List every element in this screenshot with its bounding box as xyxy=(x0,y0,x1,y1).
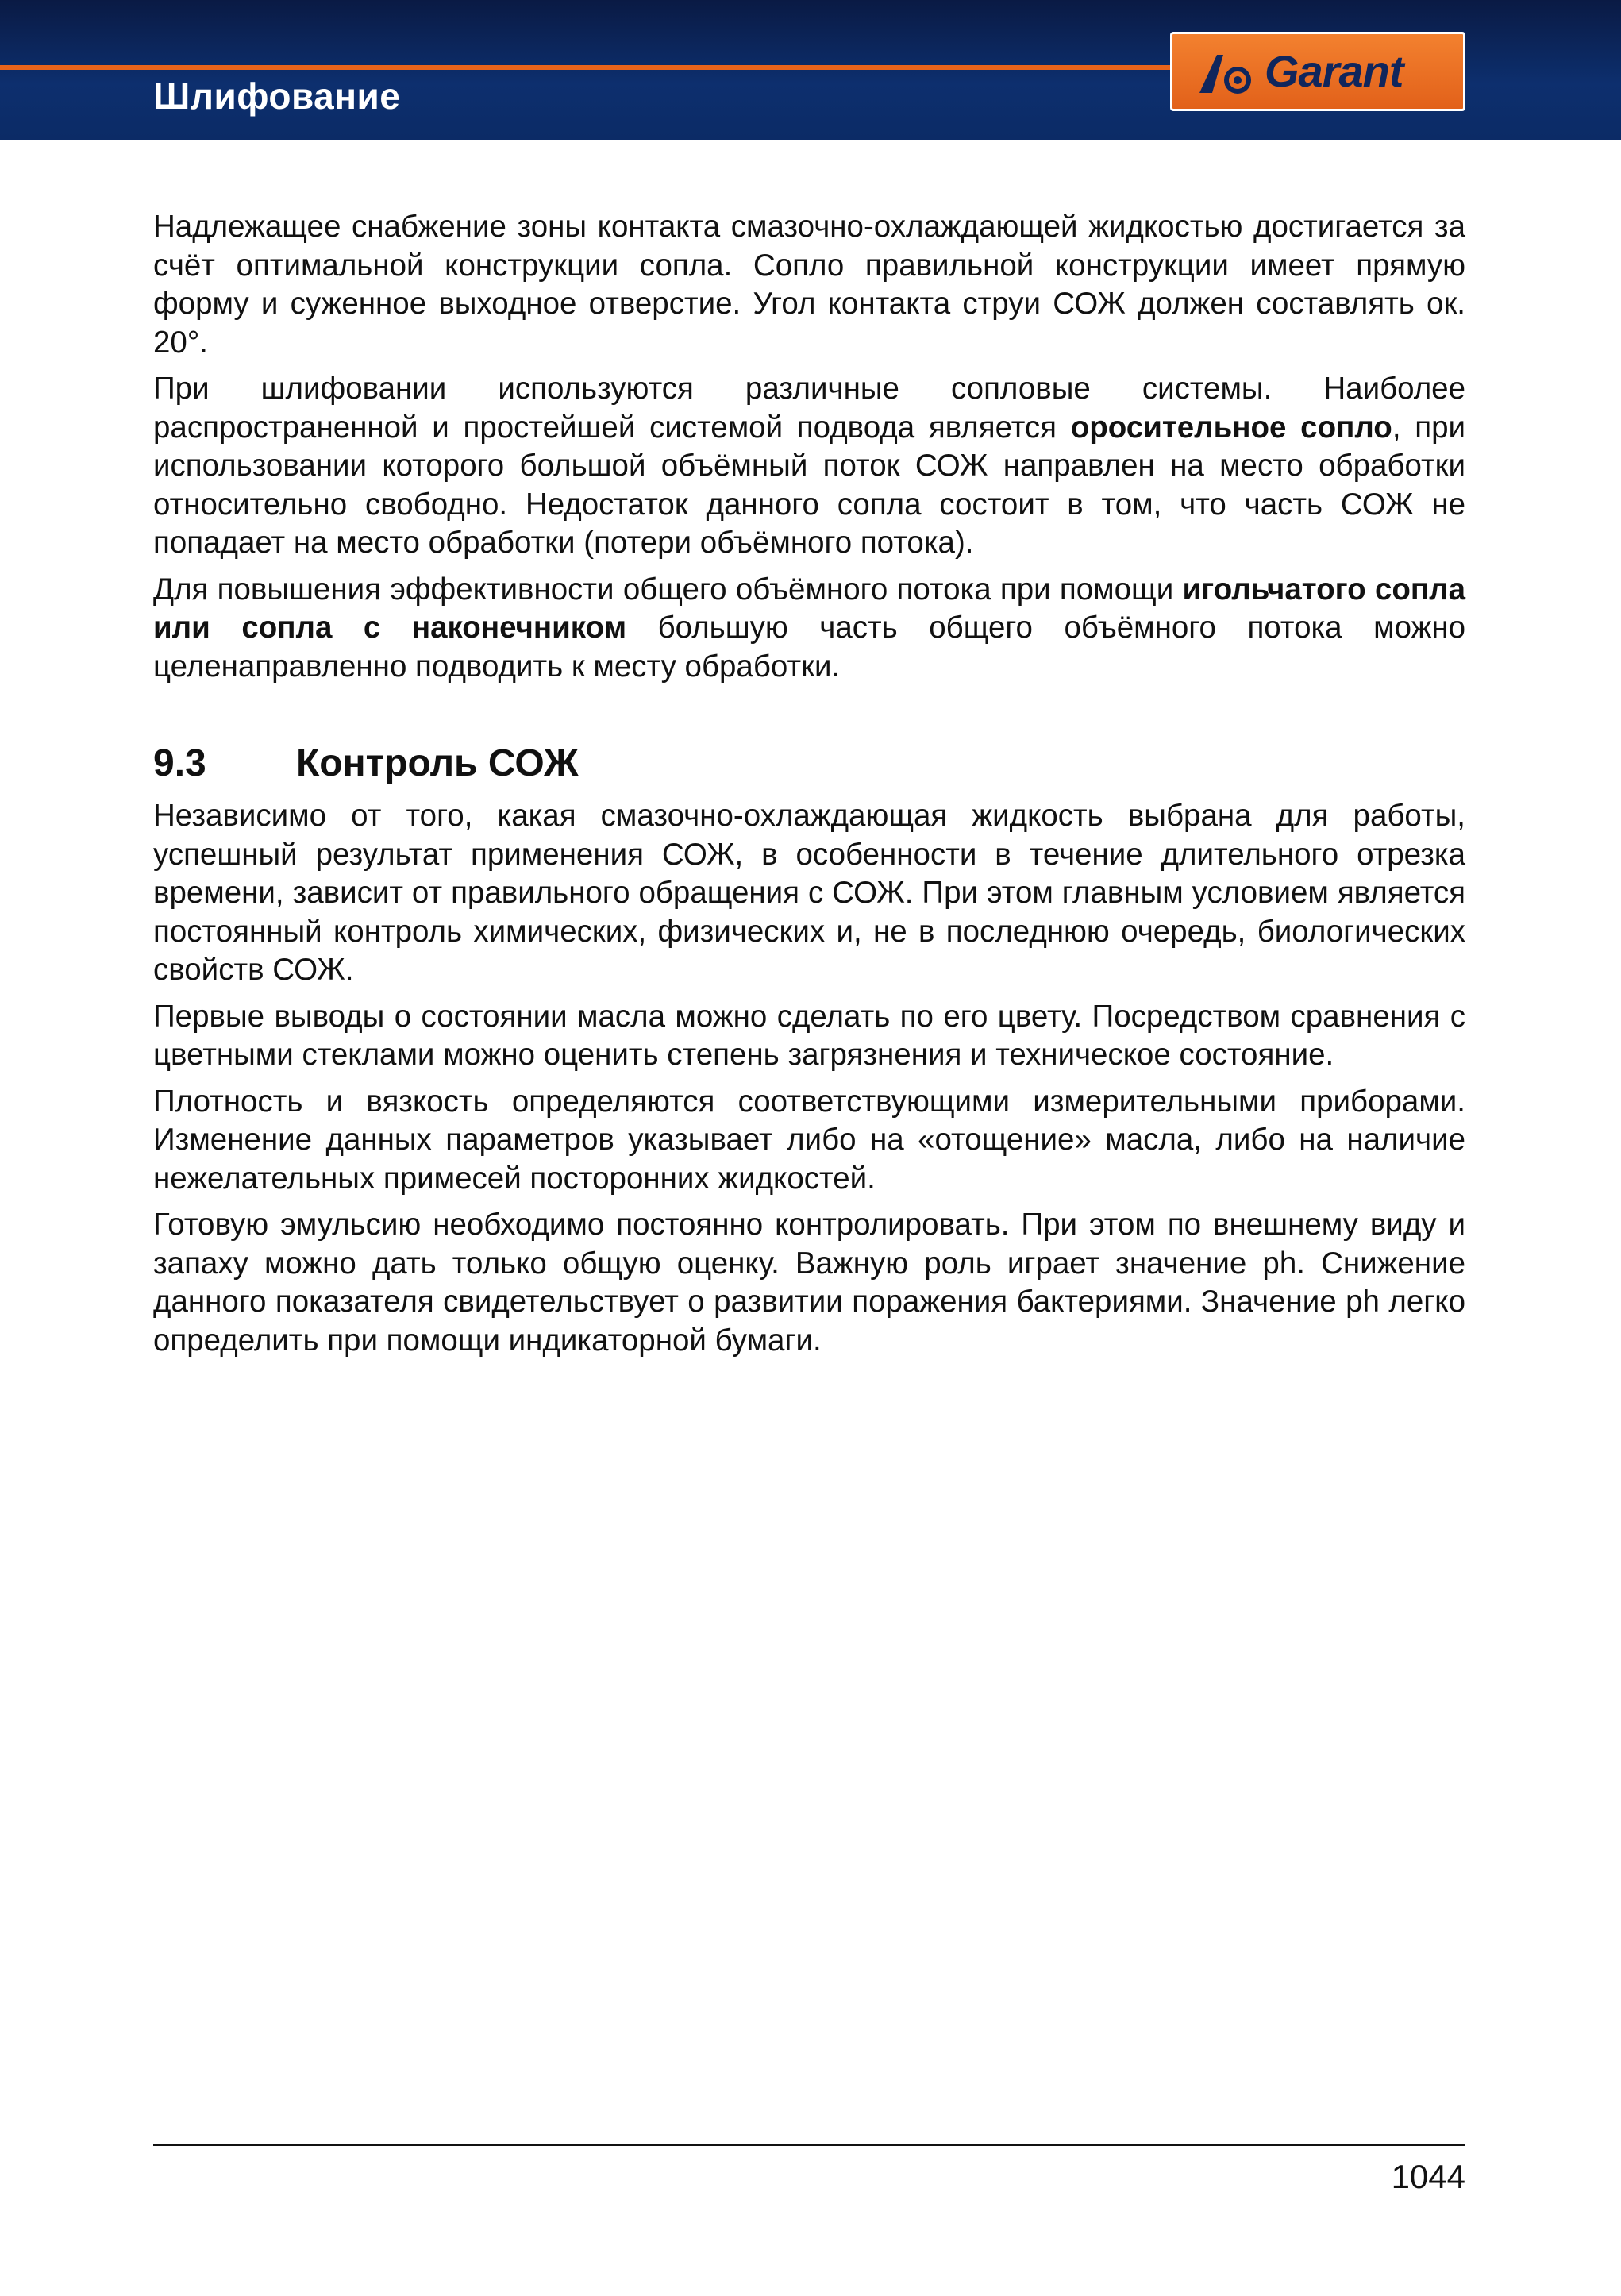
paragraph-text: При шлифовании используются различные сопловые системы. Наиболее распространенной и простейшей системой подвода является xyxy=(153,372,1465,445)
bold-term: игольчатого сопла или сопла с наконечником xyxy=(153,572,1466,645)
header-title: Шлифование xyxy=(153,75,401,117)
section-paragraph-4: Готовую эмульсию необходимо постоянно контролировать. При этом по внешнему виду и запаху можно дать только общую оценку. Важную роль играет значение ph. Снижение данного показателя свидетельствует о развитии поражения бактериями. Значение ph легко определить при помощи индикаторной бумаги. xyxy=(153,1208,1465,1358)
intro-paragraph-3 xyxy=(153,571,1465,687)
page-number: 1044 xyxy=(1391,2158,1465,2195)
intro-paragraph-1 xyxy=(153,208,1465,362)
section-number: 9.3 xyxy=(153,742,206,784)
bold-term: оросительное сопло xyxy=(1070,410,1392,445)
footer-divider xyxy=(153,2144,1465,2146)
paragraph-text: Надлежащее снабжение зоны контакта смазочно-охлаждающей жидкостью достигается за счёт оптимальной конструкции сопла. Сопло правильной конструкции имеет прямую форму и суженное выходное отверстие. Угол контакта струи СОЖ должен составлять ок. 20°. xyxy=(153,210,1465,360)
paragraph-text: Для повышения эффективности общего объёмного потока при помощи xyxy=(153,572,1183,607)
paragraph-text: , при использовании которого большой объёмный поток СОЖ направлен на место обработки относительно свободно. Недостаток данного сопла состоит в том, что часть СОЖ не попадает на место обработки (потери объёмного потока). xyxy=(153,410,1465,560)
logo-wordmark: Garant xyxy=(1265,46,1403,96)
section-heading xyxy=(153,742,1465,786)
header-accent-line xyxy=(0,65,1171,70)
page-content xyxy=(153,208,1465,1368)
section-paragraph-1: Независимо от того, какая смазочно-охлаждающая жидкость выбрана для работы, успешный результат применения СОЖ, в особенности в течение длительного отрезка времени, зависит от правильного обращения с СОЖ. При этом главным условием является постоянный контроль химических, физических и, не в последнюю очередь, биологических свойств СОЖ. xyxy=(153,799,1465,987)
section-paragraph-2: Первые выводы о состоянии масла можно сделать по его цвету. Посредством сравнения с цветными стеклами можно оценить степень загрязнения и техническое состояние. xyxy=(153,999,1465,1072)
page-header xyxy=(0,0,1621,140)
section-title: Контроль СОЖ xyxy=(296,742,579,784)
intro-paragraph-2 xyxy=(153,370,1465,563)
section-paragraph-3: Плотность и вязкость определяются соответствующими измерительными приборами. Изменение данных параметров указывает либо на «отощение» масла, либо на наличие нежелательных примесей посторонних жидкостей. xyxy=(153,1084,1465,1196)
paragraph-text: большую часть общего объёмного потока можно целенаправленно подводить к месту обработки. xyxy=(153,611,1465,684)
garant-logo-icon xyxy=(1196,48,1260,96)
garant-logo xyxy=(1170,32,1465,111)
